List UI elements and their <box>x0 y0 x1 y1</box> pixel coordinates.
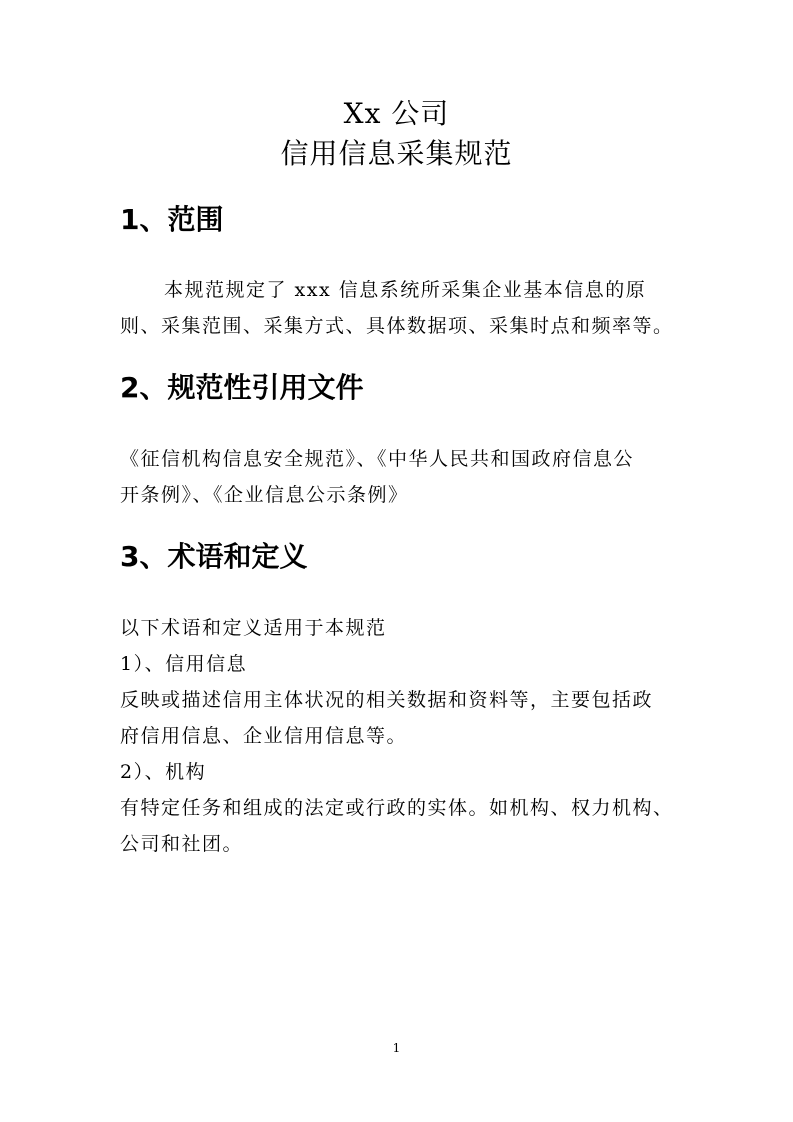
page-number: 1 <box>392 1041 401 1055</box>
paragraph-line: 则、采集范围、采集方式、具体数据项、采集时点和频率等。 <box>120 315 674 337</box>
document-title: 信用信息采集规范 <box>280 137 513 170</box>
section-body-terms <box>120 610 680 862</box>
section-body-references <box>120 441 680 513</box>
company-title: Xx 公司 <box>343 97 450 130</box>
paragraph-line: 开条例》、《企业信息公示条例》 <box>120 484 409 506</box>
paragraph-line: 公司和社团。 <box>120 833 244 855</box>
section-heading-references: 2、规范性引用文件 <box>120 371 364 404</box>
section-heading-terms: 3、术语和定义 <box>120 540 308 573</box>
paragraph-line: 反映或描述信用主体状况的相关数据和资料等，主要包括政 <box>120 689 654 711</box>
section-heading-scope: 1、范围 <box>120 203 224 236</box>
paragraph-line: 本规范规定了 xxx 信息系统所采集企业基本信息的原 <box>164 279 647 301</box>
term-label: 1）、信用信息 <box>120 653 248 675</box>
paragraph-line: 以下术语和定义适用于本规范 <box>120 617 387 639</box>
section-body-scope <box>120 272 680 344</box>
paragraph-line: 《征信机构信息安全规范》、《中华人民共和国政府信息公 <box>120 448 635 470</box>
paragraph-line: 有特定任务和组成的法定或行政的实体。如机构、权力机构、 <box>120 797 674 819</box>
term-label: 2）、机构 <box>120 761 207 783</box>
paragraph-line: 府信用信息、企业信用信息等。 <box>120 725 408 747</box>
